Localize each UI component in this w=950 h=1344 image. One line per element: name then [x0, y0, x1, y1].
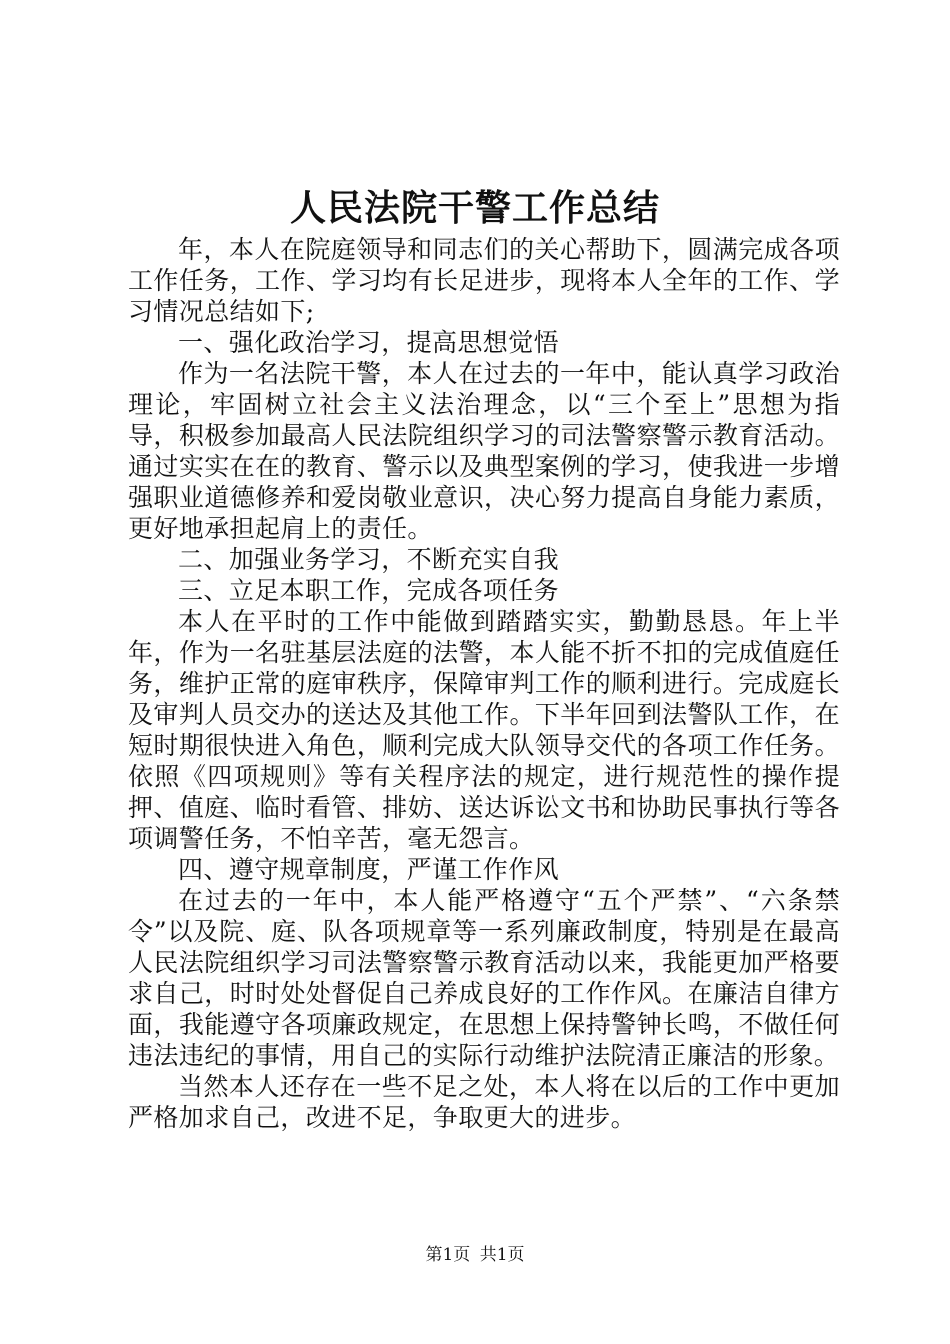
section-heading-1: 一、强化政治学习，提高思想觉悟: [178, 328, 560, 357]
paragraph-section-4: 在过去的一年中，本人能严格遵守“五个严禁”、“六条禁令”以及院、庭、队各项规章等一系列廉政制度，特别是在最高人民法院组织学习司法警察警示教育活动以来，我能更加严格要求自己，时时处处督促自己养成良好的工作作风。在廉洁自律方面，我能遵守各项廉政规定，在思想上保持警钟长鸣，不做任何违法违纪的事情，用自己的实际行动维护法院清正廉洁的形象。: [128, 886, 840, 1070]
paragraph-closing: 当然本人还存在一些不足之处，本人将在以后的工作中更加严格加求自己，改进不足，争取更大的进步。: [128, 1072, 840, 1132]
paragraph-intro: 年，本人在院庭领导和同志们的关心帮助下，圆满完成各项工作任务，工作、学习均有长足进步，现将本人全年的工作、学习情况总结如下;: [128, 235, 840, 326]
paragraph-section-1: 作为一名法院干警，本人在过去的一年中，能认真学习政治理论，牢固树立社会主义法治理念，以“三个至上”思想为指导，积极参加最高人民法院组织学习的司法警察警示教育活动。通过实实在在的教育、警示以及典型案例的学习，使我进一步增强职业道德修养和爱岗敬业意识，决心努力提高自身能力素质，更好地承担起肩上的责任。: [128, 359, 840, 543]
page-number-footer: 第1页 共1页: [425, 1245, 525, 1265]
section-heading-3: 三、立足本职工作，完成各项任务: [178, 576, 560, 605]
section-heading-2: 二、加强业务学习，不断充实自我: [178, 545, 560, 574]
paragraph-section-3: 本人在平时的工作中能做到踏踏实实，勤勤恳恳。年上半年，作为一名驻基层法庭的法警，本人能不折不扣的完成值庭任务，维护正常的庭审秩序，保障审判工作的顺利进行。完成庭长及审判人员交办的送达及其他工作。下半年回到法警队工作，在短时期很快进入角色，顺利完成大队领导交代的各项工作任务。依照《四项规则》等有关程序法的规定，进行规范性的操作提押、值庭、临时看管、排妨、送达诉讼文书和协助民事执行等各项调警任务，不怕辛苦，毫无怨言。: [128, 607, 840, 853]
document-title: 人民法院干警工作总结: [289, 187, 660, 229]
document-body: [128, 234, 840, 1133]
section-heading-4: 四、遵守规章制度，严谨工作作风: [178, 855, 560, 884]
